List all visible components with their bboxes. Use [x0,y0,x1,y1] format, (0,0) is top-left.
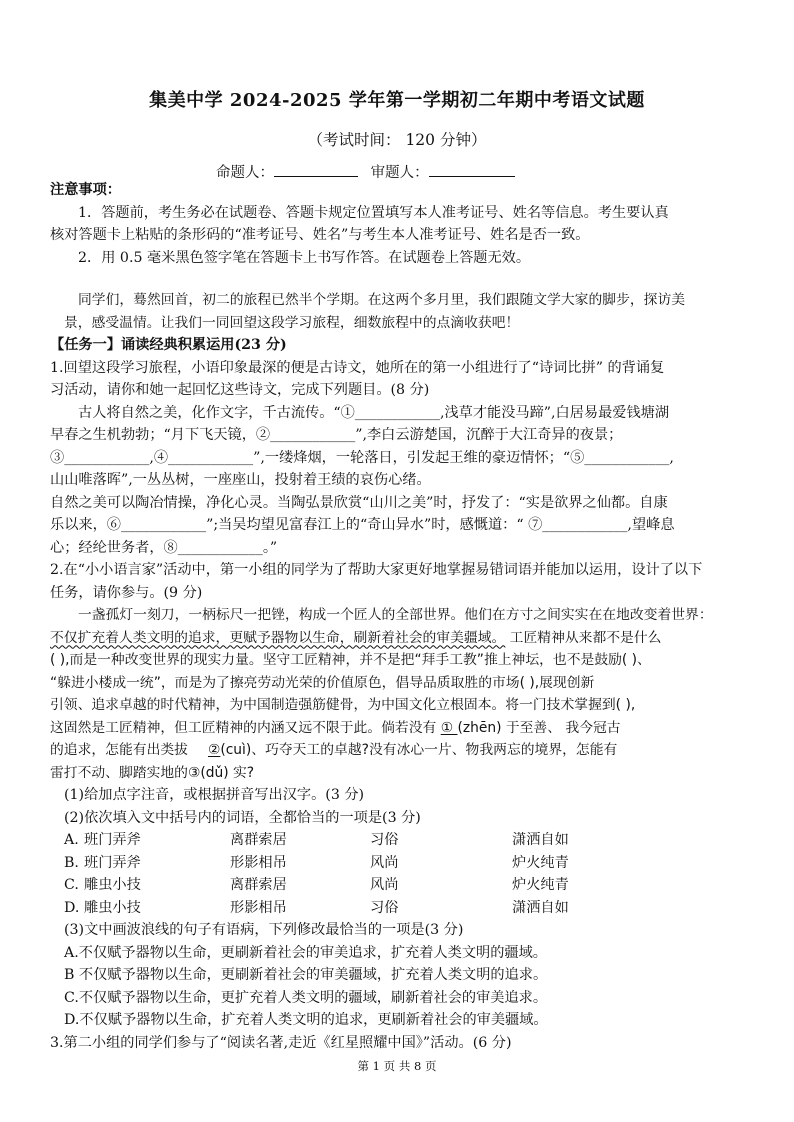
q2-stem: 2.在“小小语言家”活动中，第一小组的同学为了帮助大家更好地掌握易错词语并能加以运用，设计了以下 [50,562,703,578]
reviewer-blank [429,162,515,177]
q2-sub1: (1)给加点字注音，或根据拼音写出汉字。(3 分) [64,787,365,803]
q1-text: 自然之美可以陶冶情操，净化心灵。当陶弘景欣赏“山川之美”时，抒发了：“实是欲界之仙都。自康 [50,494,668,511]
setter-label: 命题人： [216,165,274,181]
passage-line: 引领、追求卓越的时代精神，为中国制造强筋健骨，为中国文化立根固本。将一门技术掌握到( ), [50,697,636,713]
option-row: C. 雕虫小技 离群索居 风尚 炉火纯青 [64,877,569,893]
passage-line: 这固然是工匠精神，但工匠精神的内涵又远不限于此。倘若没有 ① (zhēn) 于至善、 我今冠古 [50,719,621,736]
q1-text: ③____________,④____________”,一缕烽烟，一轮落日，引发起王维的豪迈情怀；“⑤____________, [50,449,674,466]
passage-line: 不仅扩充着人类文明的追求，更赋予器物以生命，刷新着社会的审美疆域。 工匠精神从来都不是什么 [50,629,662,646]
option-row: D. 雕虫小技 形影相吊 习俗 潇洒自如 [64,899,569,916]
intro-section [50,289,750,334]
q1-stem: 1.回望这段学习旅程，小语印象最深的便是古诗文，她所在的第一小组进行了“诗词比拼” 的背诵复 [50,359,665,376]
setter-blank [274,162,358,177]
exam-time: （考试时间： 120 分钟） [307,131,487,149]
passage-line: 的追求，怎能有出类拔 ②(cuì)、巧夺天工的卓越?没有冰心一片、物我两忘的境界，怎能有 [50,742,618,758]
task1-heading: 【任务一】诵读经典积累运用(23 分) [50,337,287,353]
answer-blank-2: ② [207,742,221,758]
q1-text: 早春之生机勃勃；“月下飞天镜，②____________”,李白云游楚国，沉醉于大江奇异的夜景； [50,427,623,443]
notice-item-1: 1．答题前，考生务必在试题卷、答题卡规定位置填写本人准考证号、姓名等信息。考生要认真 [78,204,669,221]
passage-line: 雷打不动、脚踏实地的③(dǔ) 实? [50,764,255,781]
q2-sub3: (3)文中画波浪线的句子有语病，下列修改最恰当的一项是(3 分) [64,922,464,938]
q3-stem: 3.第二小组的同学们参与了“阅读名著,走近《红星照耀中国》”活动。(6 分) [50,1034,512,1051]
answer-blank-1: ① [440,719,458,736]
passage-line: ( ),而是一种改变世界的现实力量。坚守工匠精神，并不是把“拜手工教”推上神坛，也不是鼓励( )、 [50,652,651,668]
q1-text: 山山唯落晖”,一丛丛树，一座座山，投射着王绩的哀伤心绪。 [50,472,431,488]
sub3-option: C.不仅赋予器物以生命，更扩充着人类文明的疆域，刷新着社会的审美追求。 [64,989,548,1006]
q1-text: 古人将自然之美，化作文字，千古流传。“①____________,浅草才能没马蹄”,白居易最爱钱塘湖 [78,404,670,421]
option-row: A. 班门弄斧 离群索居 习俗 潇洒自如 [64,832,569,848]
notice-section [50,179,750,269]
q2-stem: 任务，请你参与。(9 分) [50,584,203,601]
notice-item-1-cont: 核对答题卡上粘贴的条形码的“准考证号、姓名”与考生本人准考证号、姓名是否一致。 [50,227,590,243]
sub3-option: B 不仅赋予器物以生命，更刷新着社会的审美疆域，扩充着人类文明的追求。 [64,967,548,983]
intro-line: 同学们，蓦然回首，初二的旅程已然半个学期。在这两个多月里，我们跟随文学大家的脚步，探访美 [78,292,686,308]
q1-stem: 习活动，请你和她一起回忆这些诗文，完成下列题目。(8 分) [50,382,430,398]
q1-text: 心；经纶世务者，⑧____________。” [50,539,278,556]
notice-heading: 注意事项： [50,182,121,198]
passage-line: “躲进小楼成一统”，而是为了擦亮劳动光荣的价值原色，倡导品质取胜的市场( ),展现创新 [50,674,595,691]
option-row: B. 班门弄斧 形影相吊 风尚 炉火纯青 [64,854,569,871]
notice-item-2: 2．用 0.5 毫米黑色签字笔在答题卡上书写作答。在试题卷上答题无效。 [78,249,531,266]
page-footer: 第 1 页 共 8 页 [357,1059,437,1073]
passage-line: 一盏孤灯一刻刀，一柄标尺一把锉，构成一个匠人的全部世界。他们在方寸之间实实在在地改变着世界： [78,607,713,623]
q2-sub2: (2)依次填入文中括号内的词语，全都恰当的一项是(3 分) [64,809,421,826]
sub3-option: A.不仅赋予器物以生命，更刷新着社会的审美追求，扩充着人类文明的疆域。 [64,944,547,961]
reviewer-label: 审题人： [370,165,429,181]
intro-line: 景，感受温情。让我们一同回望这段学习旅程，细数旅程中的点滴收获吧！ [64,314,520,331]
exam-title: 集美中学 2024-2025 学年第一学期初二年期中考语文试题 [149,90,645,111]
wavy-sentence: 不仅扩充着人类文明的追求，更赋予器物以生命，刷新着社会的审美疆域。 [50,629,506,646]
sub3-option: D.不仅赋予器物以生命，扩充着人类文明的追求，更刷新着社会的审美疆域。 [64,1012,548,1028]
task1-section [50,334,750,1054]
q1-text: 乐以来，⑥____________”;当吴均望见富春江上的“奇山异水”时，感慨道：“ ⑦____________,望峰息 [50,517,675,533]
